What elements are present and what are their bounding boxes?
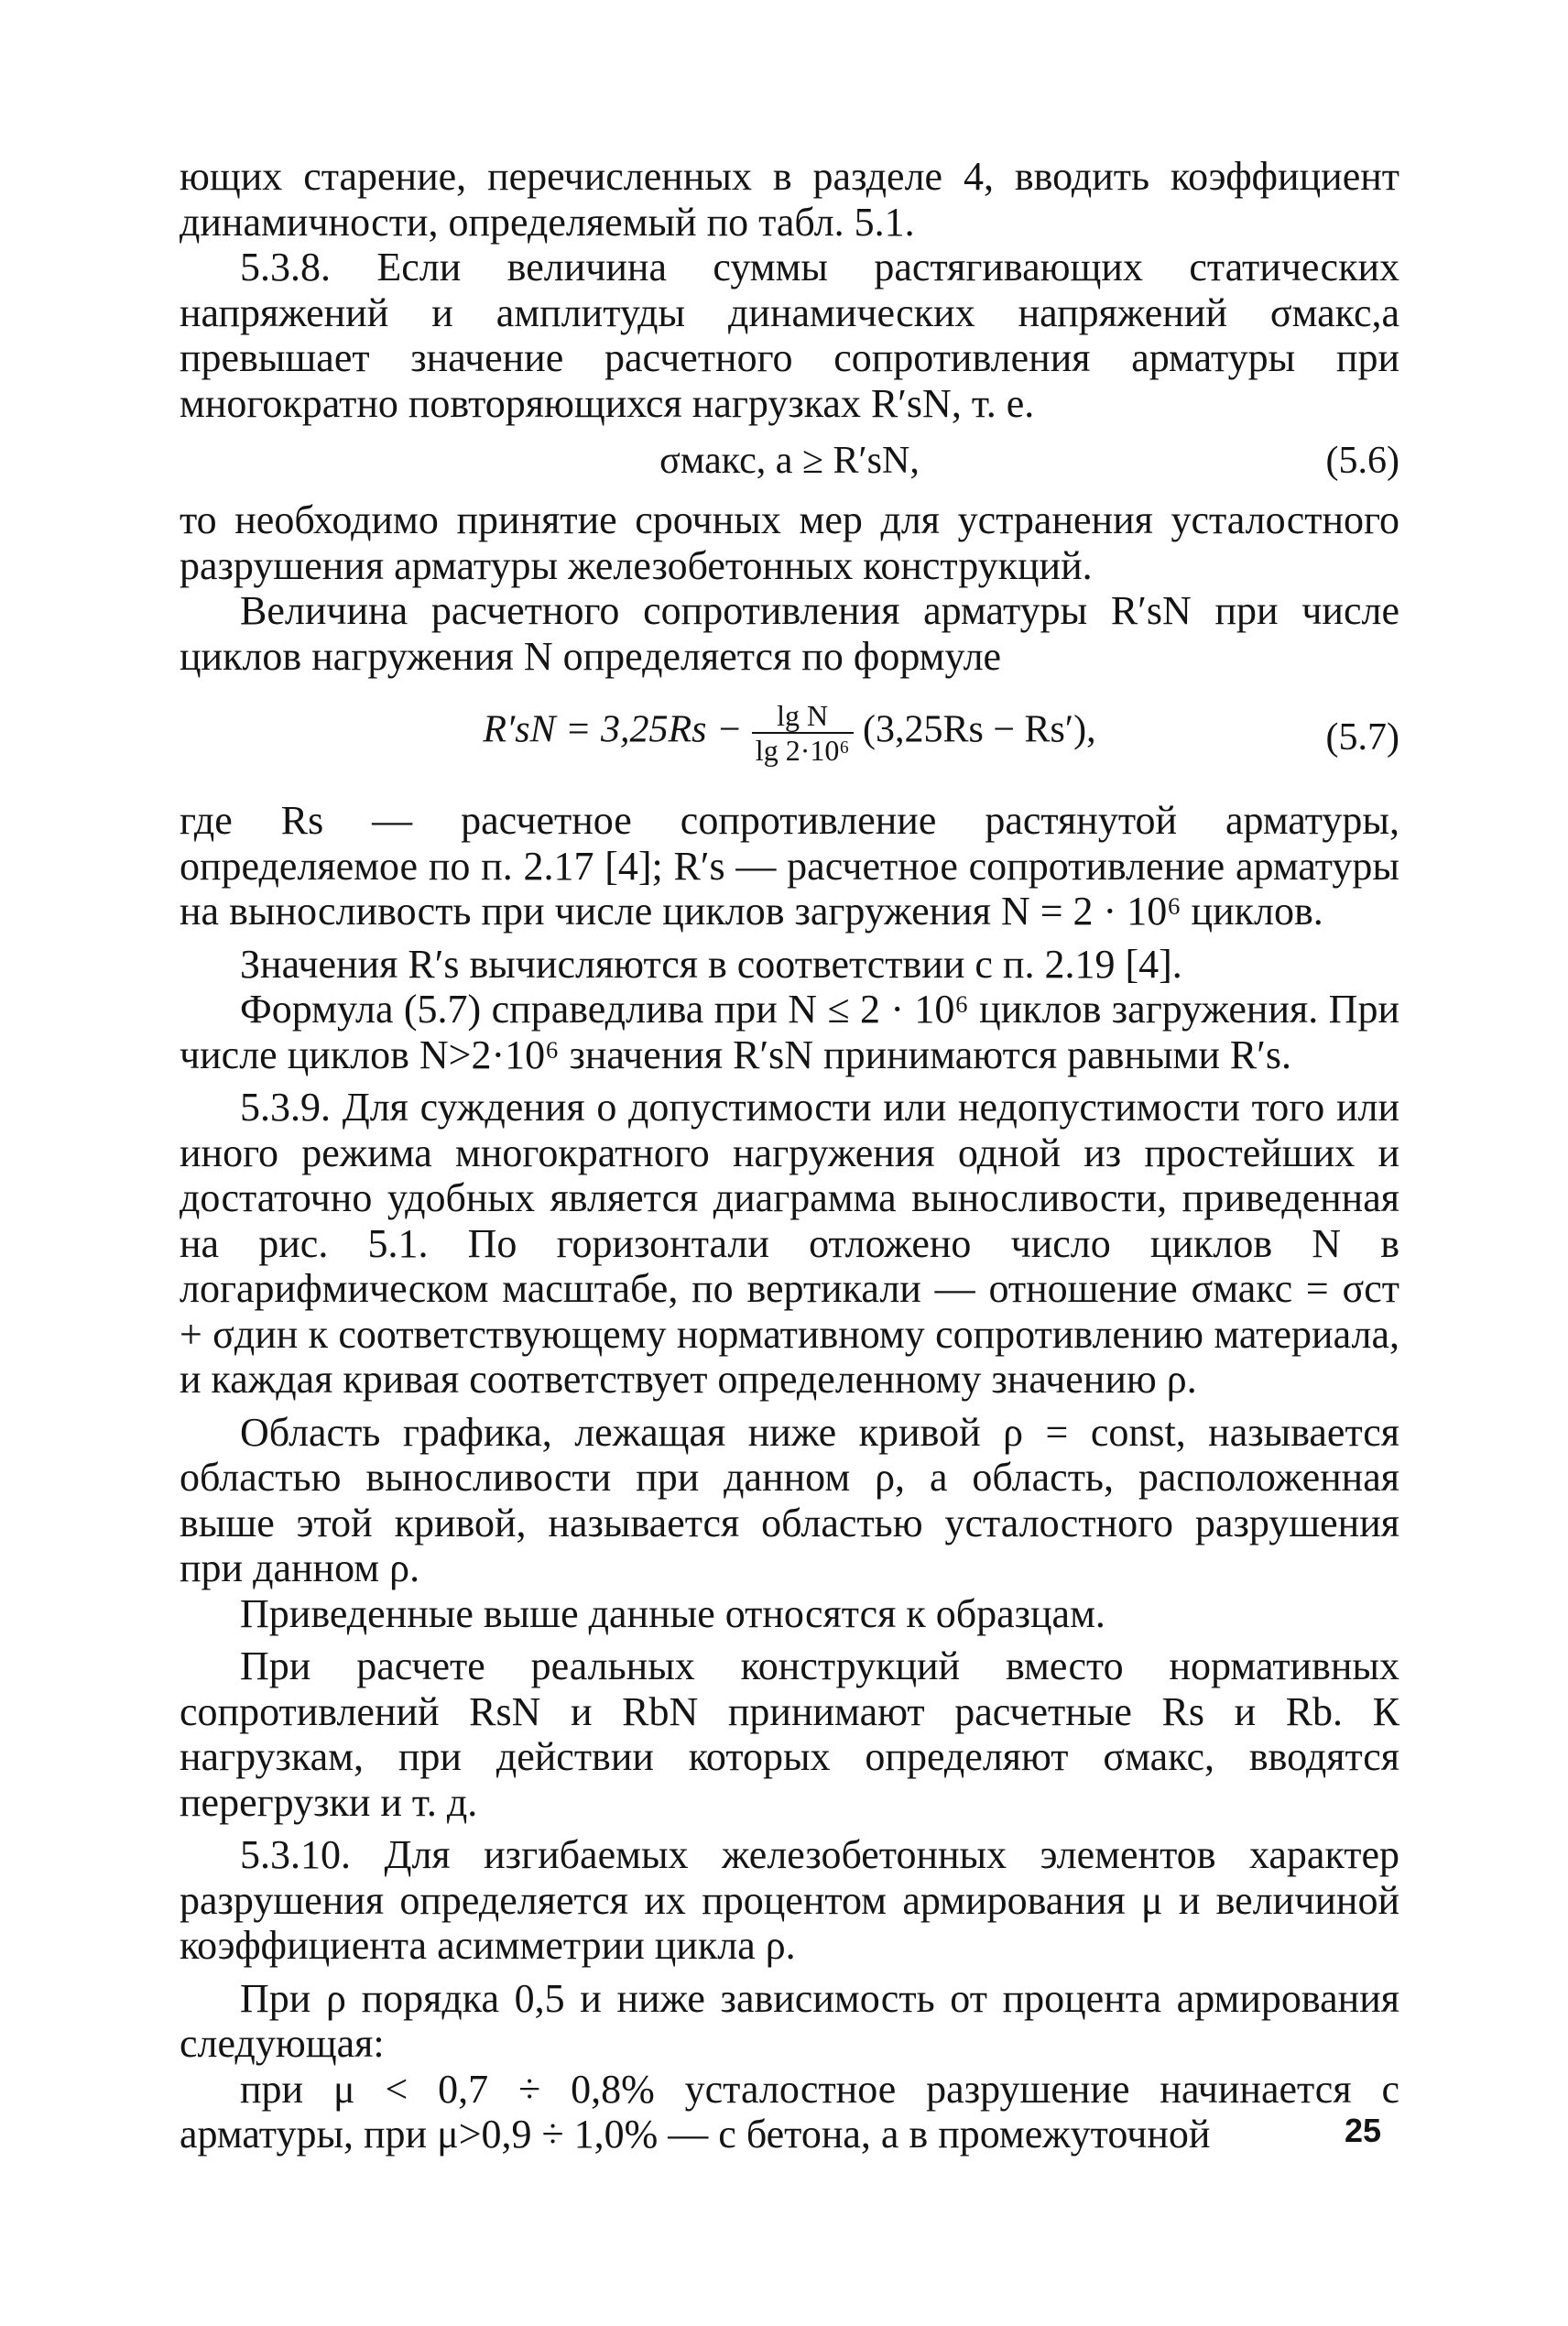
paragraph: где Rs — расчетное сопротивление растянутой арматуры, определяемое по п. 2.17 [4]; R′s — расчетное сопротивление арматуры на выносливость при числе циклов загружения N = 2 · 10⁶ циклов. (180, 798, 1399, 934)
paragraph: ющих старение, перечисленных в разделе 4, вводить коэффициент динамичности, определяемый по табл. 5.1. (180, 154, 1399, 245)
formula-5-7-fraction (752, 699, 854, 767)
formula-5-7-numerator: lg N (752, 699, 854, 734)
paragraph-5-3-8: 5.3.8. Если величина суммы растягивающих статических напряжений и амплитуды динамических напряжений σмакс,а превышает значение расчетного сопротивления арматуры при многократно повторяющихся нагрузках R′sN, т. е. (180, 245, 1399, 426)
paragraph: при μ < 0,7 ÷ 0,8% усталостное разрушение начинается с арматуры, при μ>0,9 ÷ 1,0% — с бетона, а в промежуточной (180, 2066, 1399, 2157)
formula-5-6 (180, 426, 1399, 497)
paragraph: Формула (5.7) справедлива при N ≤ 2 · 10⁶ циклов загружения. При числе циклов N>2·10⁶ значения R′sN принимаются равными R′s. (180, 987, 1399, 1077)
formula-5-6-number: (5.6) (1325, 440, 1399, 482)
formula-5-7-right: (3,25Rs − Rs′), (863, 708, 1096, 751)
paragraph: Область графика, лежащая ниже кривой ρ = const, называется областью выносливости при данном ρ, а область, расположенная выше этой кривой, называется областью усталостного разрушения при данном ρ. (180, 1409, 1399, 1590)
paragraph: Значения R′s вычисляются в соответствии с п. 2.19 [4]. (240, 941, 1182, 987)
paragraph-5-3-10: 5.3.10. Для изгибаемых железобетонных элементов характер разрушения определяется их процентом армирования μ и величиной коэффициента асимметрии цикла ρ. (180, 1832, 1399, 1968)
formula-5-7-left: R′sN = 3,25Rs − (483, 708, 743, 751)
paragraph: При ρ порядка 0,5 и ниже зависимость от процента армирования следующая: (180, 1975, 1399, 2066)
formula-5-7-denominator: lg 2·10⁶ (755, 734, 850, 767)
formula-5-7-body (180, 699, 1399, 767)
formula-5-7 (180, 679, 1399, 798)
page-number: 25 (1345, 2112, 1382, 2149)
paragraph-5-3-9: 5.3.9. Для суждения о допустимости или недопустимости того или иного режима многократного нагружения одной из простейших и достаточно удобных является диаграмма выносливости, приведенная на рис. 5.1. По горизонтали отложено число циклов N в логарифмическом масштабе, по вертикали — отношение σмакс = σст + σдин к соответствующему нормативному сопротивлению материала, и каждая кривая соответствует определенному значению ρ. (180, 1085, 1399, 1402)
paragraph: то необходимо принятие срочных мер для устранения усталостного разрушения арматуры железобетонных конструкций. (180, 497, 1399, 588)
paragraph: Приведенные выше данные относятся к образцам. (240, 1590, 1105, 1636)
paragraph: Величина расчетного сопротивления арматуры R′sN при числе циклов нагружения N определяется по формуле (180, 588, 1399, 679)
text-column (180, 154, 1399, 2157)
formula-5-6-expr: σмакс, а ≥ R′sN, (659, 440, 920, 482)
paragraph: При расчете реальных конструкций вместо нормативных сопротивлений RsN и RbN принимают расчетные Rs и Rb. К нагрузкам, при действии которых определяют σмакс, вводятся перегрузки и т. д. (180, 1643, 1399, 1825)
formula-5-7-number: (5.7) (1325, 716, 1399, 759)
